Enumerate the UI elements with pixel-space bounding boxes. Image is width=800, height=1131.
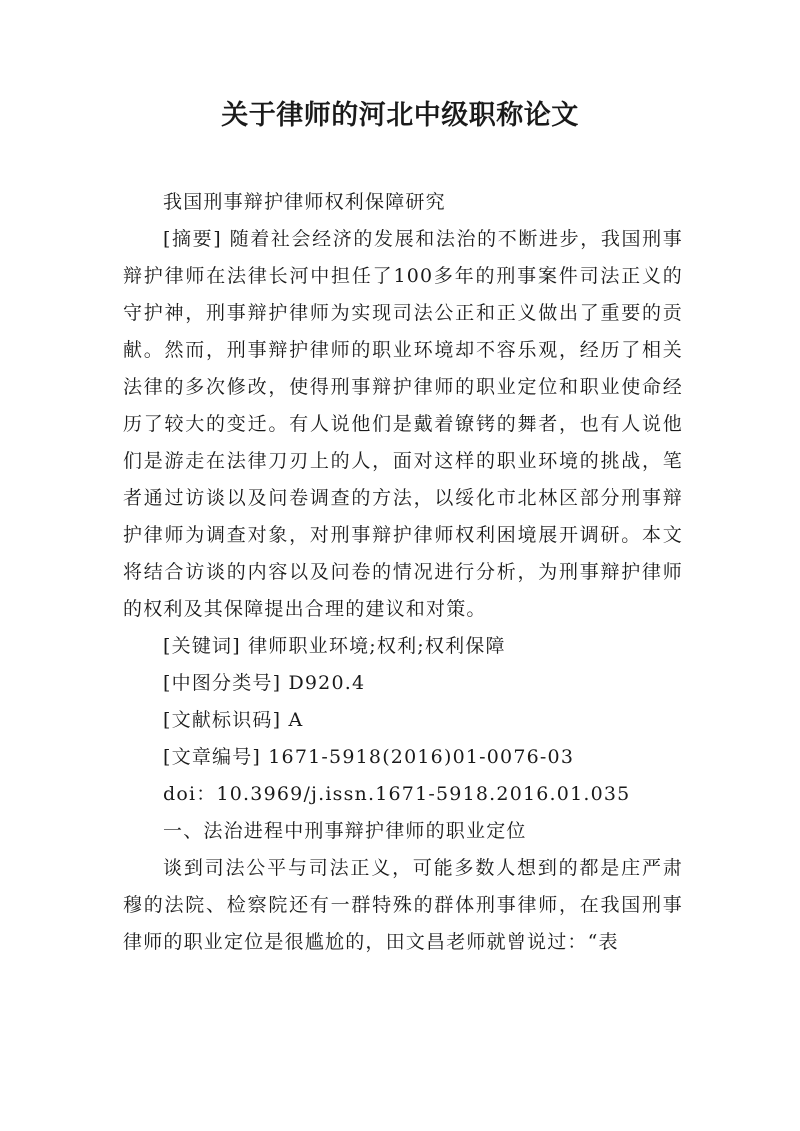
abstract-paragraph: [摘要] 随着社会经济的发展和法治的不断进步，我国刑事辩护律师在法律长河中担任了100多年的刑事案件司法正义的守护神，刑事辩护律师为实现司法公正和正义做出了重要的贡献。然而，刑事辩护律师的职业环境却不容乐观，经历了相关法律的多次修改，使得刑事辩护律师的职业定位和职业使命经历了较大的变迁。有人说他们是戴着镣铐的舞者，也有人说他们是游走在法律刀刃上的人，面对这样的职业环境的挑战，笔者通过访谈以及问卷调查的方法，以绥化市北林区部分刑事辩护律师为调查对象，对刑事辩护律师权利困境展开调研。本文将结合访谈的内容以及问卷的情况进行分析，为刑事辩护律师的权利及其保障提出合理的建议和对策。 [123,228,683,620]
classification-number-line: [中图分类号] D920.4 [163,672,366,694]
document-code-line: [文献标识码] A [163,709,304,731]
article-number-line: [文章编号] 1671-5918(2016)01-0076-03 [163,746,575,768]
keywords-line: [关键词] 律师职业环境;权利;权利保障 [163,635,506,657]
document-body [123,184,683,961]
document-title: 关于律师的河北中级职称论文 [221,100,579,131]
doi-line: doi：10.3969/j.issn.1671-5918.2016.01.035 [163,783,631,805]
body-paragraph: 谈到司法公平与司法正义，可能多数人想到的都是庄严肃穆的法院、检察院还有一群特殊的群体刑事律师，在我国刑事律师的职业定位是很尴尬的，田文昌老师就曾说过：“表 [123,857,683,953]
section-heading: 一、法治进程中刑事辩护律师的职业定位 [163,820,527,842]
article-title: 我国刑事辩护律师权利保障研究 [163,191,446,213]
